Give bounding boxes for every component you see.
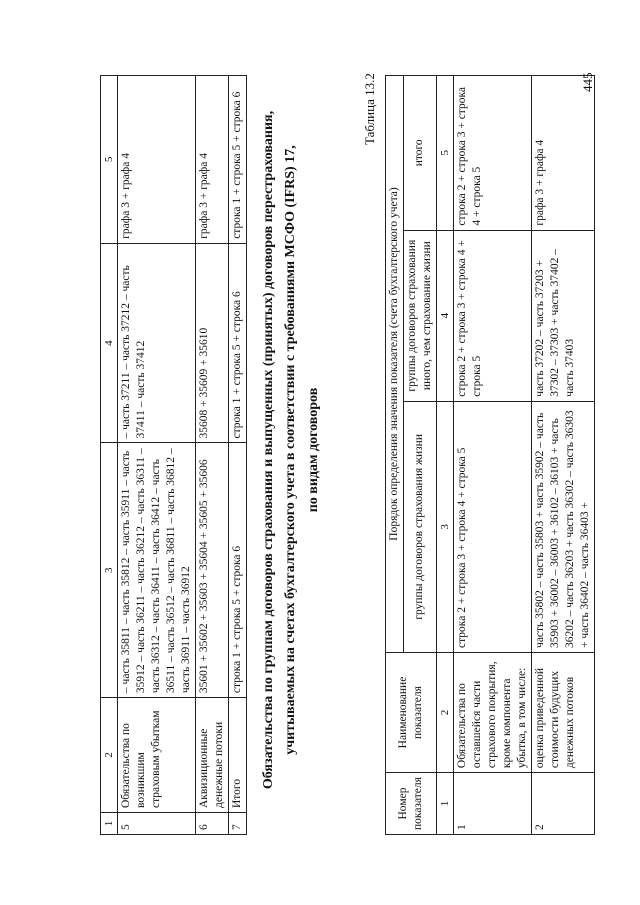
head-name: Наименование показателя (386, 652, 437, 772)
header-cell: 2 (436, 652, 453, 772)
row-col5: графа 3 + графа 4 (531, 76, 594, 231)
head-number: Номер показателя (386, 773, 437, 835)
row-number: 6 (195, 813, 228, 835)
header-cell: 4 (436, 230, 453, 401)
row-col4: строка 2 + строка 3 + строка 4 + строка 5 (454, 230, 532, 401)
head-group: Порядок определения значения показателя (счета бухгалтерского учета) (386, 76, 404, 653)
title-line: Обязательства по группам договоров страхования и выпущенных (принятых) договоров перестрахования, (261, 110, 276, 790)
table-row (118, 76, 196, 835)
head-life: группы договоров страхования жизни (403, 401, 436, 652)
table-header-row (101, 76, 118, 835)
header-cell: 1 (436, 773, 453, 835)
row-name: Обязательства по возникшим страховым убыткам (118, 698, 196, 813)
head-other: группы договоров страхования иного, чем страхование жизни (403, 230, 436, 401)
table-row (531, 76, 594, 835)
row-col3: часть 35802 – часть 35803 + часть 35902 – часть 35903 + 36002 – 36003 + 36102 – 36103 + часть 36202 – часть 36203 + часть 36302 – часть 36303 + часть 36402 – часть 36403 + (531, 401, 594, 652)
row-col4: строка 1 + строка 5 + строка 6 (228, 243, 246, 443)
header-cell: 1 (101, 813, 118, 835)
row-col3: строка 1 + строка 5 + строка 6 (228, 443, 246, 698)
row-name: Аквизиционные денежные потоки (195, 698, 228, 813)
table-row (195, 76, 228, 835)
row-name: Итого (228, 698, 246, 813)
header-cell: 3 (101, 443, 118, 698)
table-row (228, 76, 246, 835)
row-col5: графа 3 + графа 4 (118, 76, 196, 244)
row-name: Обязательства по оставшейся части страхового покрытия, кроме компонента убытка, в том числе: (454, 652, 532, 772)
header-cell: 4 (101, 243, 118, 443)
table-header-row (436, 76, 453, 835)
row-col3: строка 2 + строка 3 + строка 4 + строка 5 (454, 401, 532, 652)
row-number: 2 (531, 773, 594, 835)
row-number: 1 (454, 773, 532, 835)
row-col5: строка 1 + строка 5 + строка 6 (228, 76, 246, 244)
row-number: 7 (228, 813, 246, 835)
lower-table (385, 72, 595, 835)
section-title (258, 80, 325, 820)
page-number: 445 (580, 72, 595, 92)
row-col4: – часть 37211 – часть 37212 – часть 37411 – часть 37412 (118, 243, 196, 443)
row-col5: графа 3 + графа 4 (195, 76, 228, 244)
row-col4: часть 37202 – часть 37203 + 37302 – 37303 + часть 37402 – часть 37403 (531, 230, 594, 401)
row-col3: 35601 + 35602 + 35603 + 35604 + 35605 + 35606 (195, 443, 228, 698)
row-number: 5 (118, 813, 196, 835)
row-name: оценка приведенной стоимости будущих денежных потоков (531, 652, 594, 772)
title-line: учитываемых на счетах бухгалтерского учета в соответствии с требованиями МСФО (IFRS) 17, (283, 145, 299, 755)
header-cell: 3 (436, 401, 453, 652)
table-head-row (386, 76, 404, 835)
head-total: итого (403, 76, 436, 231)
row-col4: 35608 + 35609 + 35610 (195, 243, 228, 443)
table-row (454, 76, 532, 835)
row-col3: – часть 35811 – часть 35812 – часть 35911 – часть 35912 – часть 36211 – часть 36212 – часть 36311 – часть 36312 – часть 36411 – часть 36412 – часть 36511 – часть 36512 – часть 36811 – часть 36812 – часть 36911 – часть 36912 (118, 443, 196, 698)
header-cell: 5 (101, 76, 118, 244)
header-cell: 5 (436, 76, 453, 231)
header-cell: 2 (101, 698, 118, 813)
table-label: Таблица 13.2 (362, 73, 377, 145)
upper-table (100, 75, 247, 835)
row-col5: строка 2 + строка 3 + строка 4 + строка 5 (454, 76, 532, 231)
title-line: по видам договоров (305, 387, 321, 513)
